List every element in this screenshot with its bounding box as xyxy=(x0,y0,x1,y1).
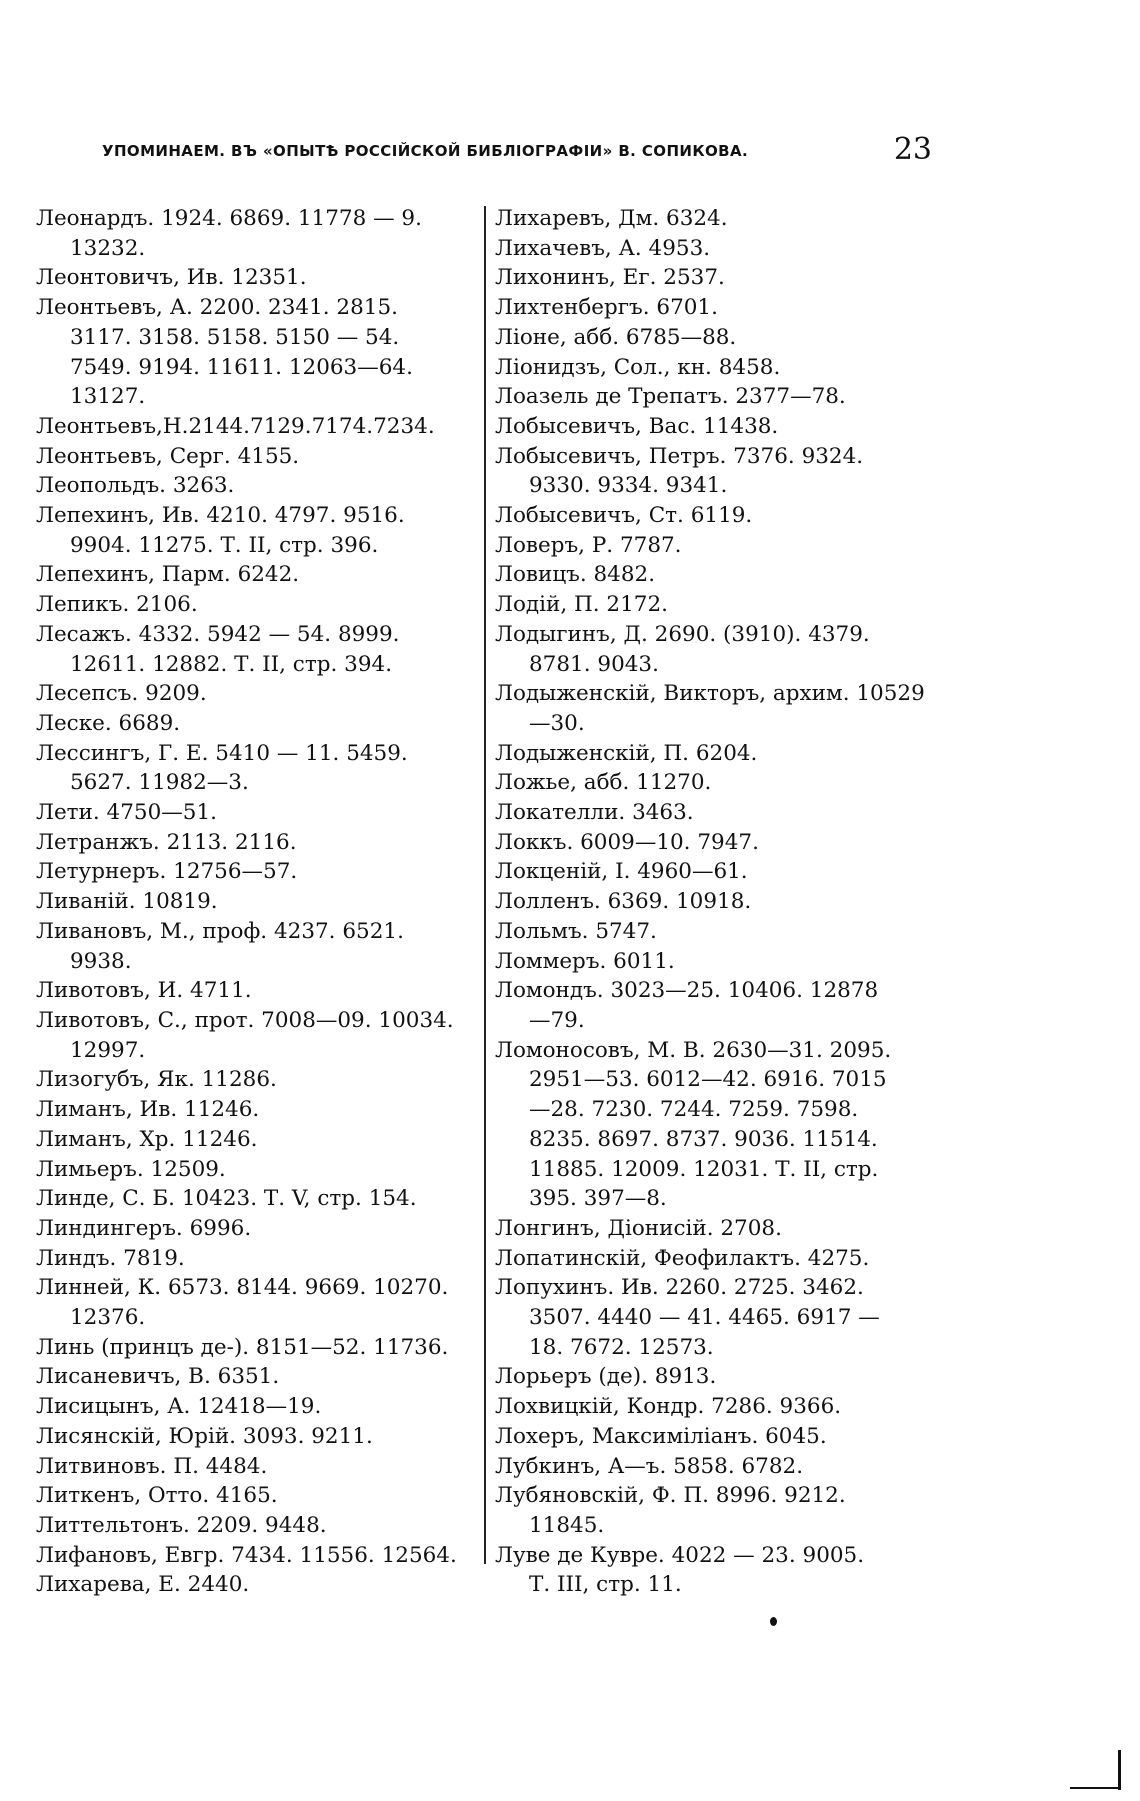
index-entry: Леопольдъ. 3263. xyxy=(36,473,235,499)
index-entry: Литтельтонъ. 2209. 9448. xyxy=(36,1512,327,1538)
index-entry: Лобысевичъ, Петръ. 7376. 9324. xyxy=(495,443,864,469)
index-entry: Лопухинъ. Ив. 2260. 2725. 3462. xyxy=(495,1275,864,1301)
header-title: УПОМИНАЕМ. ВЪ «ОПЫТѢ РОССІЙСКОЙ БИБЛІОГРАФІИ» В. СОПИКОВА. xyxy=(102,142,749,160)
index-entry: Лети. 4750—51. xyxy=(36,800,217,826)
index-entry: Лисянскій, Юрій. 3093. 9211. xyxy=(36,1423,373,1449)
index-entry: Лоазель де Трепатъ. 2377—78. xyxy=(495,384,846,410)
index-entry-continuation: 12611. 12882. Т. II, стр. 394. xyxy=(70,651,393,677)
index-entry-continuation: 7549. 9194. 11611. 12063—64. xyxy=(70,354,413,380)
index-entry: Лесажъ. 4332. 5942 — 54. 8999. xyxy=(36,621,400,647)
index-entry: Линде, С. Б. 10423. Т. V, стр. 154. xyxy=(36,1186,417,1212)
index-entry: Лолленъ. 6369. 10918. xyxy=(495,889,752,915)
index-entry: Ливаній. 10819. xyxy=(36,889,218,915)
index-entry-continuation: 18. 7672. 12573. xyxy=(529,1334,714,1360)
index-entry: Лихаревъ, Дм. 6324. xyxy=(495,206,728,231)
right-index-column xyxy=(495,204,925,1600)
index-entry: Лепикъ. 2106. xyxy=(36,592,198,618)
index-entry-continuation: —79. xyxy=(529,1007,585,1033)
index-entry: Лиманъ, Ив. 11246. xyxy=(36,1097,260,1123)
index-entry: Лисицынъ, А. 12418—19. xyxy=(36,1394,322,1420)
page-number: 23 xyxy=(893,132,932,167)
index-entry: Лольмъ. 5747. xyxy=(495,918,657,944)
index-entry: Лепехинъ, Ив. 4210. 4797. 9516. xyxy=(36,503,405,529)
index-entry-continuation: 5627. 11982—3. xyxy=(70,770,249,796)
index-entry: Лепехинъ, Парм. 6242. xyxy=(36,562,300,588)
index-entry: Лихтенбергъ. 6701. xyxy=(495,295,718,321)
index-entry: Локателли. 3463. xyxy=(495,800,694,826)
index-entry: Леонтьевъ, Серг. 4155. xyxy=(36,443,300,469)
index-entry: Ліоне, абб. 6785—88. xyxy=(495,324,737,350)
index-entry: Линдингеръ. 6996. xyxy=(36,1215,252,1241)
index-entry-continuation: 11885. 12009. 12031. Т. II, стр. xyxy=(529,1156,879,1182)
page-edge-line xyxy=(1070,1787,1120,1789)
index-entry: Лихачевъ, А. 4953. xyxy=(495,235,711,261)
index-entry: Луве де Кувре. 4022 — 23. 9005. xyxy=(495,1542,865,1568)
index-entry: Ловицъ. 8482. xyxy=(495,562,656,588)
index-entry: Линь (принцъ де-). 8151—52. 11736. xyxy=(36,1334,449,1360)
index-entry: Лобысевичъ, Ст. 6119. xyxy=(495,503,753,529)
index-entry: Локкъ. 6009—10. 7947. xyxy=(495,829,759,855)
index-entry-continuation: —30. xyxy=(529,710,585,736)
index-entry: Линдъ. 7819. xyxy=(36,1245,185,1271)
index-entry-continuation: 3117. 3158. 5158. 5150 — 54. xyxy=(70,324,400,350)
index-entry: Лиманъ, Хр. 11246. xyxy=(36,1126,258,1152)
column-divider xyxy=(484,206,486,1564)
index-entry: Ливотовъ, С., прот. 7008—09. 10034. xyxy=(36,1007,454,1033)
running-header xyxy=(102,132,932,176)
page-edge-mark xyxy=(1118,1750,1121,1790)
index-entry: Лодыженскій, П. 6204. xyxy=(495,740,758,766)
index-entry: Лорьеръ (де). 8913. xyxy=(495,1364,717,1390)
index-entry-continuation: 13127. xyxy=(70,384,146,410)
index-entry-continuation: 395. 397—8. xyxy=(529,1186,667,1212)
index-entry: Лубкинъ, А—ъ. 5858. 6782. xyxy=(495,1453,804,1479)
index-entry: Лесепсъ. 9209. xyxy=(36,681,207,707)
index-entry: Летурнеръ. 12756—57. xyxy=(36,859,298,885)
index-entry-continuation: 8781. 9043. xyxy=(529,651,659,677)
index-entry-continuation: Т. III, стр. 11. xyxy=(529,1572,682,1598)
index-entry: Лизогубъ, Як. 11286. xyxy=(36,1067,277,1093)
index-entry: Леонтьевъ, А. 2200. 2341. 2815. xyxy=(36,295,398,321)
index-entry: Ломоносовъ, М. В. 2630—31. 2095. xyxy=(495,1037,892,1063)
index-entry-continuation: 12997. xyxy=(70,1037,146,1063)
index-entry: Лодыгинъ, Д. 2690. (3910). 4379. xyxy=(495,621,870,647)
index-entry-continuation: 13232. xyxy=(70,235,146,261)
index-entry: Леонтьевъ,Н.2144.7129.7174.7234. xyxy=(36,413,435,439)
index-entry: Лихонинъ, Ег. 2537. xyxy=(495,265,725,291)
index-entry: Лимьеръ. 12509. xyxy=(36,1156,226,1182)
index-entry: Лобысевичъ, Вас. 11438. xyxy=(495,413,779,439)
index-entry-continuation: 9330. 9334. 9341. xyxy=(529,473,728,499)
index-entry: Ливотовъ, И. 4711. xyxy=(36,978,252,1004)
index-entry: Литвиновъ. П. 4484. xyxy=(36,1453,268,1479)
index-entry: Лохвицкій, Кондр. 7286. 9366. xyxy=(495,1394,842,1420)
index-entry: Линней, К. 6573. 8144. 9669. 10270. xyxy=(36,1275,449,1301)
index-entry-continuation: 9938. xyxy=(70,948,132,974)
index-entry: Ломондъ. 3023—25. 10406. 12878 xyxy=(495,978,879,1004)
index-entry: Леонардъ. 1924. 6869. 11778 — 9. xyxy=(36,206,422,231)
index-entry: Ліонидзъ, Сол., кн. 8458. xyxy=(495,354,781,380)
index-entry-continuation: —28. 7230. 7244. 7259. 7598. xyxy=(529,1097,859,1123)
index-entry: Лубяновскій, Ф. П. 8996. 9212. xyxy=(495,1483,846,1509)
index-entry-continuation: 8235. 8697. 8737. 9036. 11514. xyxy=(529,1126,878,1152)
index-entry: Лодыженскій, Викторъ, архим. 10529 xyxy=(495,681,925,707)
index-entry: Леске. 6689. xyxy=(36,710,181,736)
index-entry: Локценій, І. 4960—61. xyxy=(495,859,748,885)
index-entry-continuation: 9904. 11275. Т. II, стр. 396. xyxy=(70,532,379,558)
ink-speck xyxy=(770,1617,777,1626)
index-entry: Летранжъ. 2113. 2116. xyxy=(36,829,297,855)
index-entry: Лодій, П. 2172. xyxy=(495,592,668,618)
index-entry: Лопатинскій, Феофилактъ. 4275. xyxy=(495,1245,870,1271)
left-index-column xyxy=(36,204,476,1600)
index-entry: Ложье, абб. 11270. xyxy=(495,770,712,796)
index-entry: Лохеръ, Максиміліанъ. 6045. xyxy=(495,1423,827,1449)
index-entry: Леонтовичъ, Ив. 12351. xyxy=(36,265,307,291)
index-entry: Лонгинъ, Діонисій. 2708. xyxy=(495,1215,782,1241)
index-entry: Лессингъ, Г. Е. 5410 — 11. 5459. xyxy=(36,740,408,766)
index-entry: Литкенъ, Отто. 4165. xyxy=(36,1483,278,1509)
index-entry-continuation: 3507. 4440 — 41. 4465. 6917 — xyxy=(529,1305,880,1331)
index-entry-continuation: 12376. xyxy=(70,1305,146,1331)
index-entry: Ломмеръ. 6011. xyxy=(495,948,675,974)
index-entry: Лифановъ, Евгр. 7434. 11556. 12564. xyxy=(36,1542,457,1568)
index-entry-continuation: 2951—53. 6012—42. 6916. 7015 xyxy=(529,1067,887,1093)
index-entry-continuation: 11845. xyxy=(529,1512,605,1538)
index-entry: Лихарева, Е. 2440. xyxy=(36,1572,250,1598)
index-entry: Лисаневичъ, В. 6351. xyxy=(36,1364,280,1390)
index-entry: Ливановъ, М., проф. 4237. 6521. xyxy=(36,918,404,944)
index-entry: Ловеръ, Р. 7787. xyxy=(495,532,682,558)
